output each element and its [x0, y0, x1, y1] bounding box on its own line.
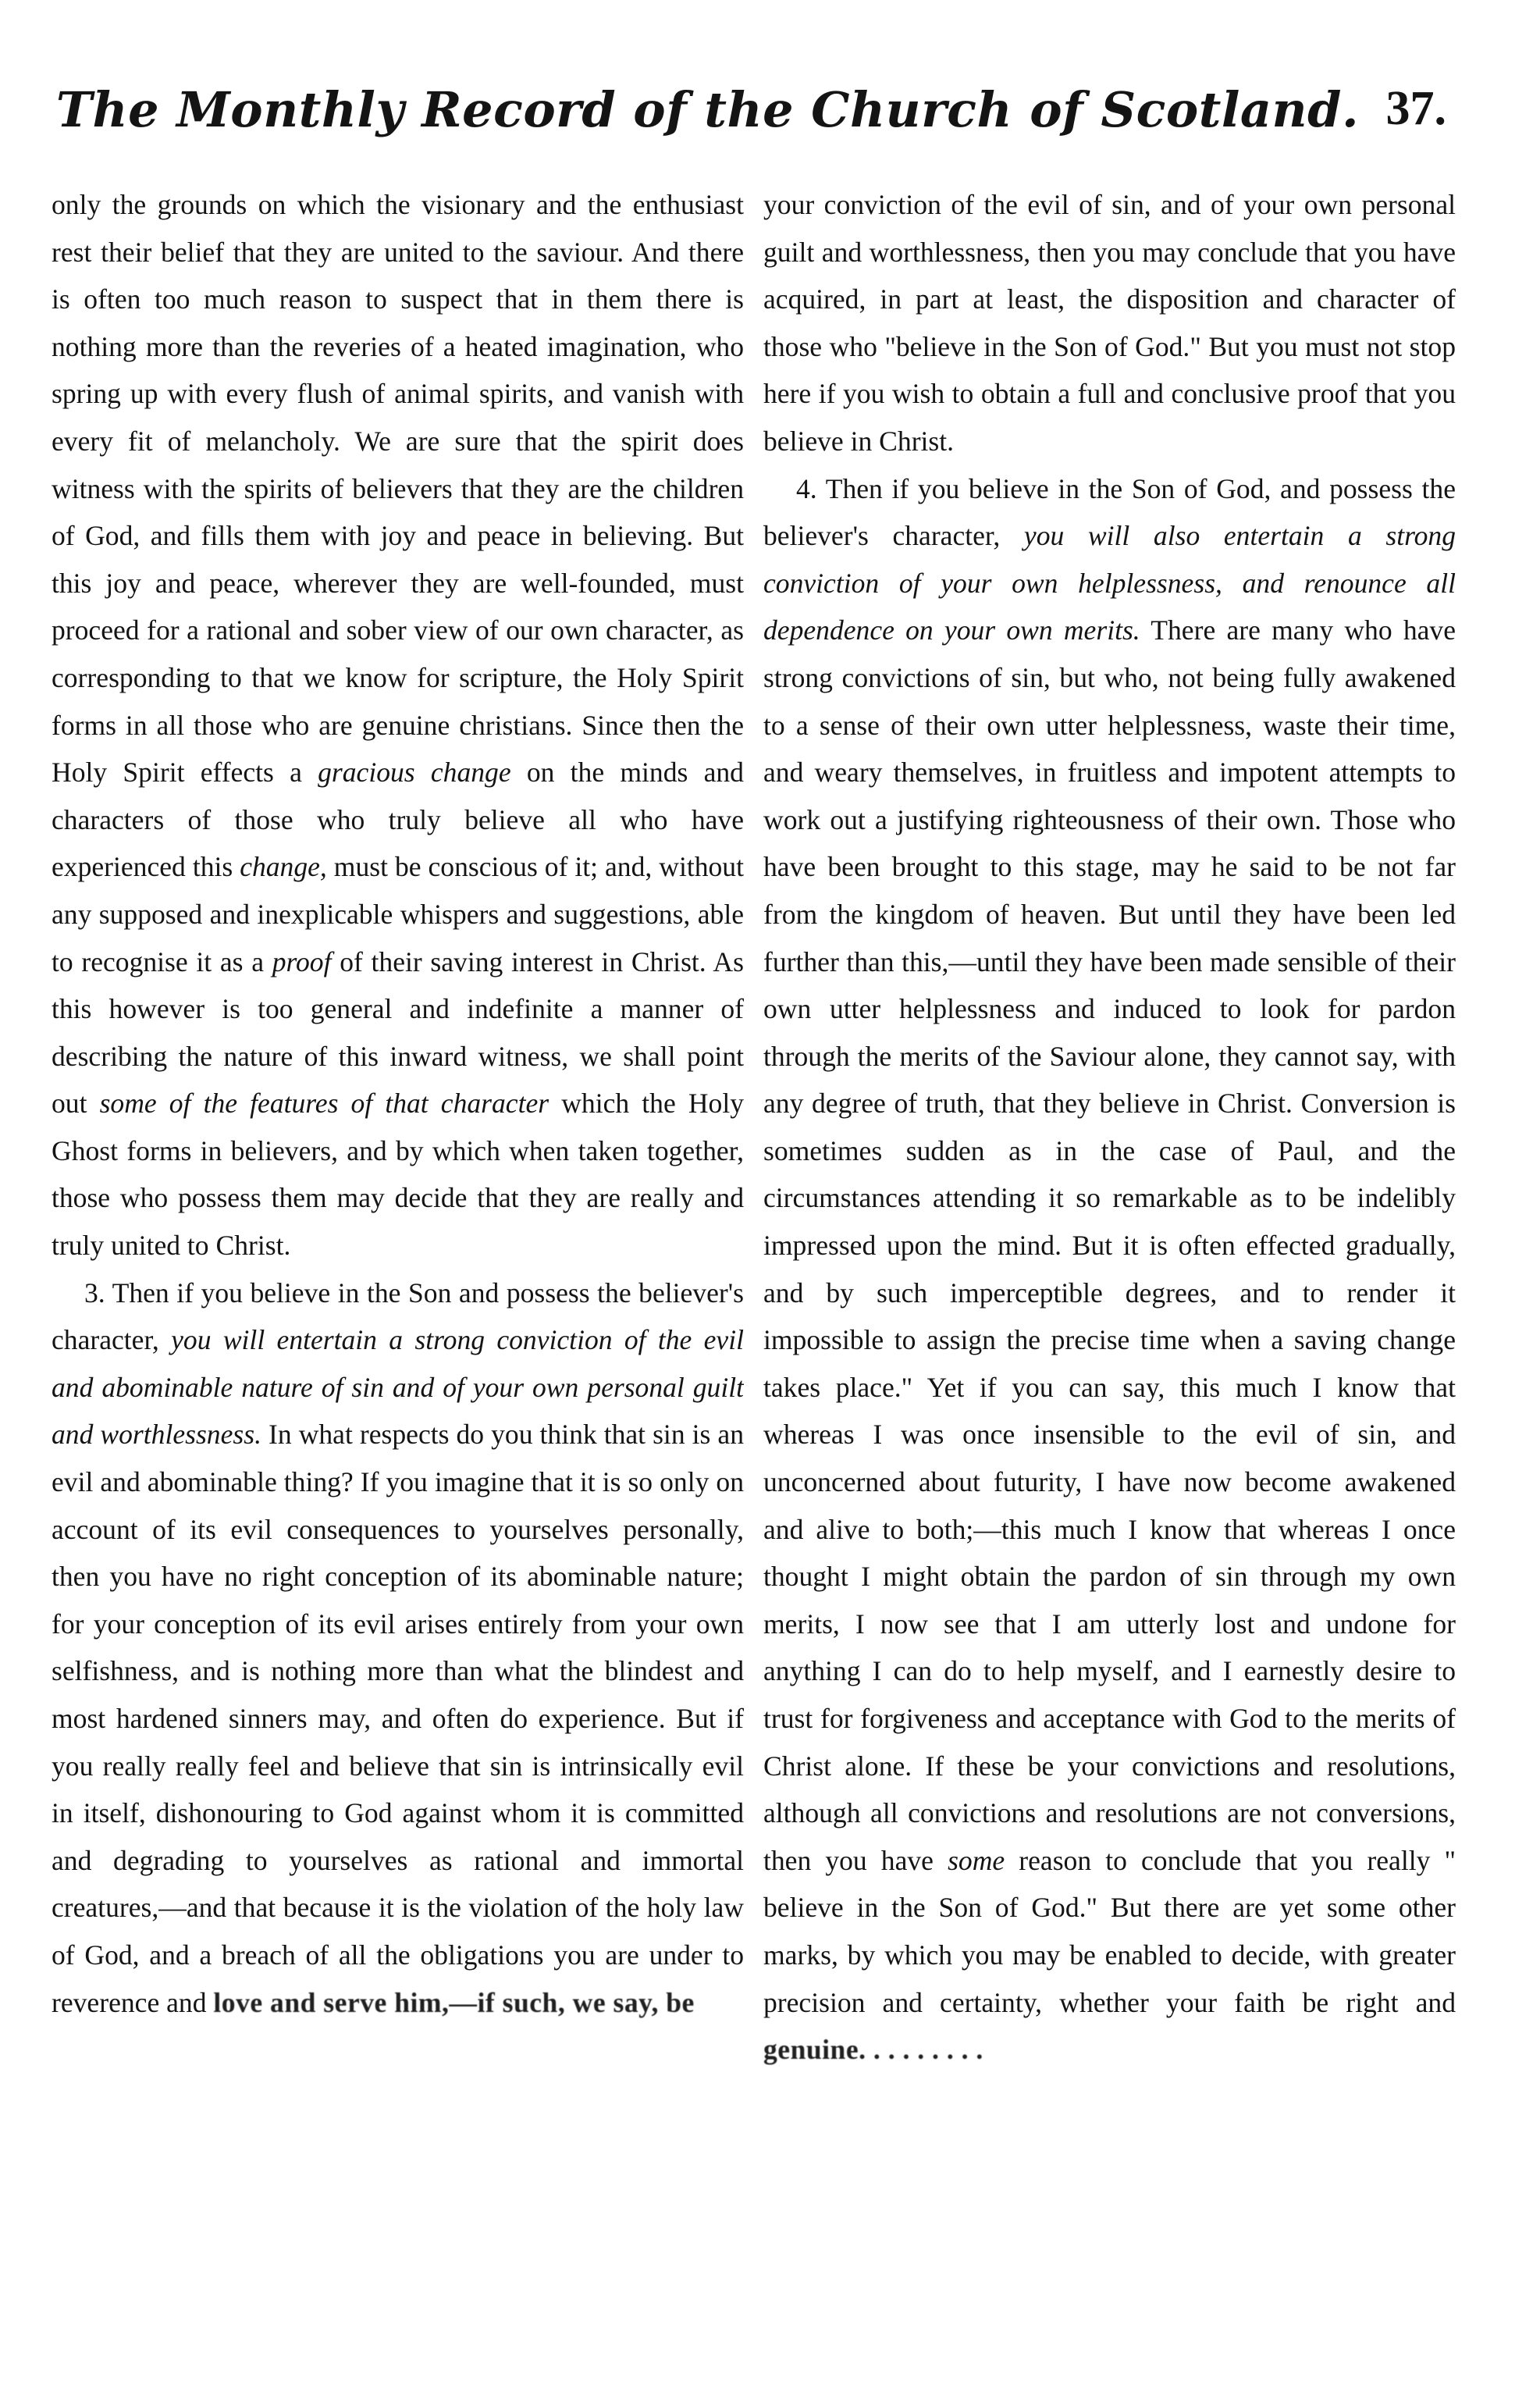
smudged-line: genuine. . . . . . . . .	[763, 2034, 983, 2066]
paragraph-continuation: your conviction of the evil of sin, and of your own personal guilt and worthlessness, then you may conclude that you have acquired, in part at least, the disposition and character of those who "believe in the Son of God." But you must not stop here if you wish to obtain a full and conclusive proof that you believe in Christ.	[763, 189, 1456, 457]
text-run: reason to conclude that you really " believe in the Son of God." But there are yet some other marks, by which you may be enabled to decide, with greater precision and certainty, whether your faith be right and	[763, 1844, 1456, 2018]
text-run: There are many who have strong convictions of sin, but who, not being fully awakened to a sense of their own utter helplessness, waste their time, and weary themselves, in fruitless and impotent attempts to work out a justifying righteousness of their own. Those who have been brought to this stage, may he said to be not far from the kingdom of heaven. But until they have been led further than this,—until they have been made sensible of their own utter helplessness and induced to look for pardon through the merits of the Saviour alone, they cannot say, with any degree of truth, that they believe in Christ. Conversion is sometimes sudden as in the case of Paul, and the circumstances attending it so remarkable as to be indelibly impressed upon the mind. But it is often effected gradually, and by such imperceptible degrees, and to render it impossible to assign the precise time when a saving change takes place." Yet if you can say, this much I know that whereas I was once insensible to the evil of sin, and unconcerned about futurity, I have now become awakened and alive to both;—this much I know that whereas I once thought I might obtain the pardon of sin through my own merits, I now see that I am utterly lost and undone for anything I can do to help myself, and I earnestly desire to trust for forgiveness and acceptance with God to the merits of Christ alone. If these be your convictions and resolutions, although all convictions and resolutions are not conversions, then you have	[763, 614, 1456, 1876]
running-header	[47, 81, 1493, 151]
left-column	[52, 181, 744, 2359]
text-run: In what respects do you think that sin is an evil and abominable thing? If you imagine that it is so only on account of its evil consequences to yourselves personally, then you have no right conception of its abominable nature; for your conception of its evil arises entirely from your own selfishness, and is nothing more than what the blindest and most hardened sinners may, and often do experience. But if you really really feel and believe that sin is intrinsically evil in itself, dishonouring to God against whom it is committed and degrading to yourselves as rational and immortal creatures,—and that because it is the violation of the holy law of God, and a breach of all the obligations you are under to reverence and	[52, 1419, 744, 2018]
text-run: must be conscious of it; and, without any supposed and inexplicable whispers and suggestions, able to recognise it as a	[52, 851, 744, 977]
italic-word: proof	[272, 945, 332, 977]
text-run: 3. Then if you believe in the Son and possess the believer's character,	[52, 1276, 744, 1356]
smudged-line: love and serve him,—if such, we say, be	[213, 1986, 695, 2018]
italic-heading-sentence: you will entertain a strong conviction of the evil and abominable nature of sin and of your own personal guilt and worthlessness.	[52, 1324, 744, 1451]
running-title: The Monthly Record of the Church of Scotland.	[55, 81, 1360, 138]
paragraph-continuation	[52, 181, 744, 1269]
italic-heading-sentence: you will also entertain a strong conviction of your own helplessness, and renounce all dependence on your own merits.	[763, 520, 1456, 646]
italic-phrase: gracious change	[318, 757, 511, 789]
text-run: of their saving interest in Christ. As this however is too general and indefinite a manner of describing the nature of this inward witness, we shall point out	[52, 945, 744, 1120]
text-run: which the Holy Ghost forms in believers, and by which when taken together, those who possess them may decide that they are really and truly united to Christ.	[52, 1088, 744, 1262]
paragraph-point-4	[763, 465, 1456, 2074]
italic-phrase: some of the features of that character	[99, 1088, 549, 1120]
text-run: only the grounds on which the visionary and the enthusiast rest their belief that they are united to the saviour. And there is often too much reason to suspect that in them there is nothing more than the reveries of a heated imagination, who spring up with every flush of animal spirits, and vanish with every fit of melancholy. We are sure that the spirit does witness with the spirits of believers that they are the children of God, and fills them with joy and peace in believing. But this joy and peace, wherever they are well-founded, must proceed for a rational and sober view of our own character, as corresponding to that we know for scripture, the Holy Spirit forms in all those who are genuine christians. Since then the Holy Spirit effects a	[52, 189, 744, 789]
text-run: 4. Then if you believe in the Son of God, and possess the believer's character,	[763, 472, 1456, 552]
italic-word: some	[948, 1844, 1005, 1876]
page-number: 37.	[1385, 82, 1446, 135]
paragraph-point-3	[52, 1269, 744, 2027]
italic-word: change,	[240, 851, 327, 883]
text-run: on the minds and characters of those who truly believe all who have experienced this	[52, 757, 744, 883]
right-column	[763, 181, 1456, 2359]
